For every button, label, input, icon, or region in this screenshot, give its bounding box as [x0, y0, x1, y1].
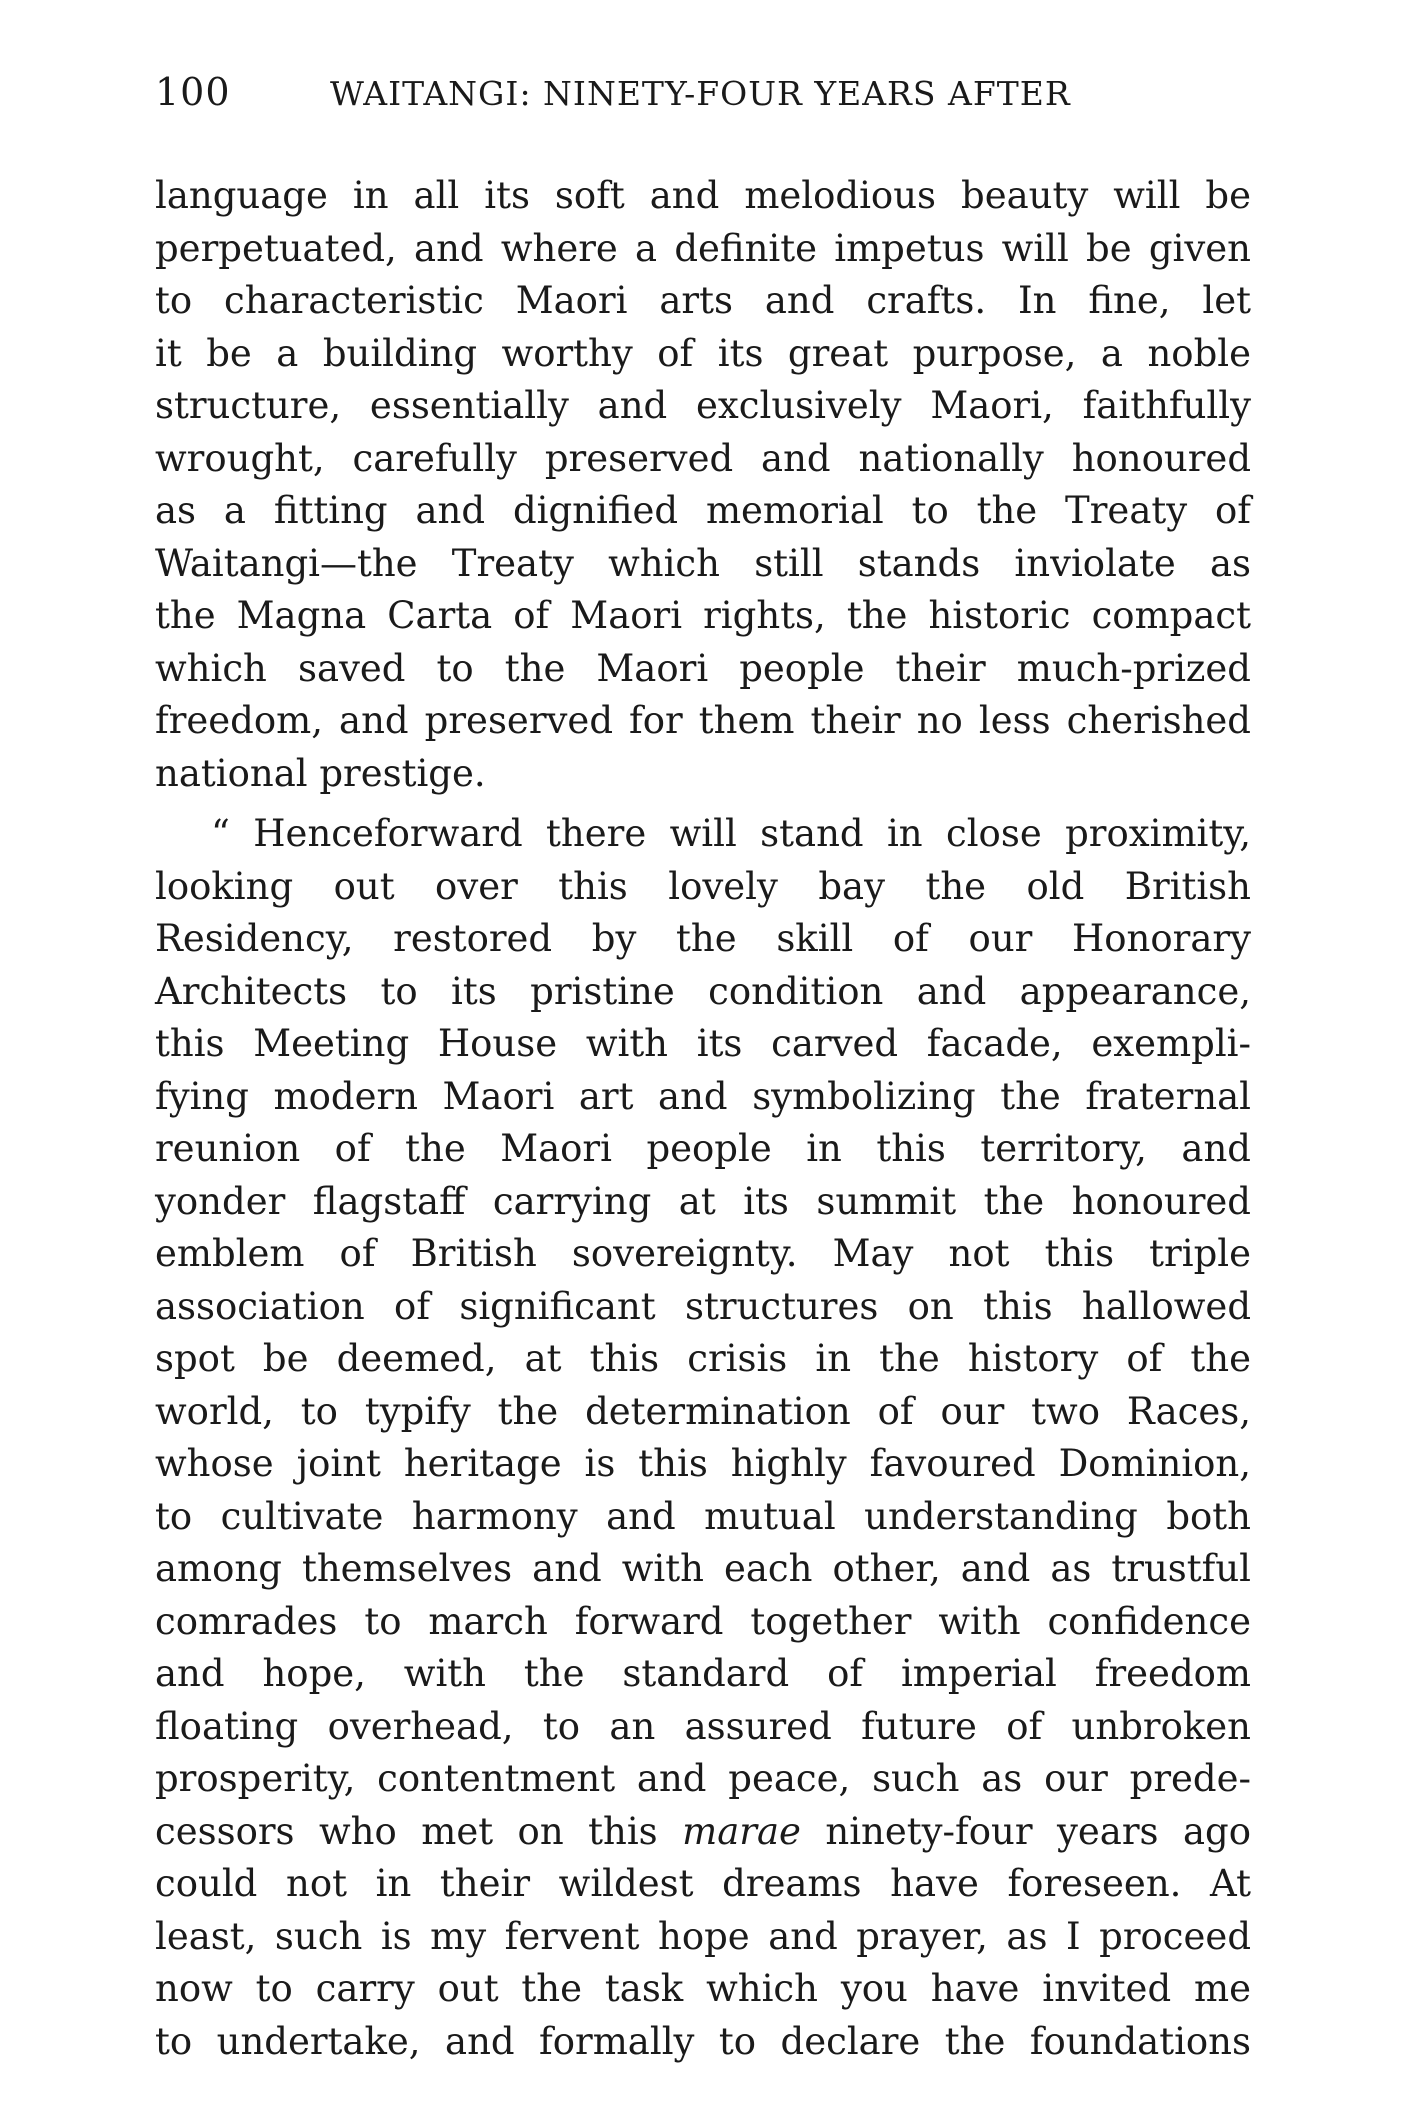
text-line: wrought, carefully preserved and nationally honoured [155, 436, 1251, 480]
text-line: to cultivate harmony and mutual understanding both [155, 1494, 1251, 1538]
text-line: prosperity, contentment and peace, such as our prede- [155, 1757, 1251, 1800]
text-line: and hope, with the standard of imperial freedom [155, 1652, 1251, 1695]
text-line: the Magna Carta of Maori rights, the historic compact [155, 594, 1251, 637]
text-line: Residency, restored by the skill of our Honorary [155, 917, 1251, 960]
text-line: fying modern Maori art and symbolizing the fraternal [155, 1074, 1251, 1118]
text-run: ninety-four years ago [800, 1809, 1251, 1853]
running-title: WAITANGI: NINETY-FOUR YEARS AFTER [330, 74, 1071, 113]
text-line: spot be deemed, at this crisis in the history of the [155, 1337, 1251, 1380]
book-page [155, 60, 1251, 2068]
page-number: 100 [155, 70, 231, 114]
text-line: Waitangi—the Treaty which still stands inviolate as [155, 541, 1251, 585]
text-line: as a fitting and dignified memorial to the Treaty of [155, 489, 1251, 532]
running-head [155, 60, 1251, 120]
italic-term: marae [682, 1809, 801, 1853]
text-line: could not in their wildest dreams have foreseen. At [155, 1862, 1251, 1905]
body-text [155, 170, 1251, 2068]
text-line: perpetuated, and where a definite impetus will be given [155, 226, 1251, 270]
text-line: which saved to the Maori people their much-prized [155, 646, 1251, 690]
paragraph [155, 170, 1251, 800]
text-line: to characteristic Maori arts and crafts. In fine, let [155, 279, 1251, 322]
text-line: national prestige. [155, 751, 486, 795]
text-line: among themselves and with each other, and as trustful [155, 1547, 1251, 1590]
text-line: now to carry out the task which you have invited me [155, 1967, 1251, 2010]
text-line-with-italic [155, 1806, 1251, 1859]
text-line: comrades to march forward together with confidence [155, 1599, 1251, 1643]
text-line: to undertake, and formally to declare the foundations [155, 2019, 1251, 2063]
text-line: language in all its soft and melodious beauty will be [155, 174, 1251, 217]
text-line: whose joint heritage is this highly favoured Dominion, [155, 1442, 1251, 1485]
text-line: emblem of British sovereignty. May not this triple [155, 1232, 1251, 1275]
text-line: structure, essentially and exclusively Maori, faithfully [155, 384, 1251, 427]
text-line: looking out over this lovely bay the old British [155, 864, 1251, 908]
text-line: it be a building worthy of its great purpose, a noble [155, 331, 1251, 375]
text-line: “ Henceforward there will stand in close proximity, [211, 812, 1251, 855]
text-line: reunion of the Maori people in this territory, and [155, 1127, 1251, 1170]
text-line: Architects to its pristine condition and appearance, [155, 969, 1251, 1013]
paragraph [155, 808, 1251, 2068]
text-line: yonder flagstaff carrying at its summit the honoured [155, 1179, 1251, 1223]
text-line: least, such is my fervent hope and prayer, as I proceed [155, 1914, 1251, 1958]
text-line: association of significant structures on this hallowed [155, 1284, 1251, 1328]
text-run: cessors who met on this [155, 1809, 683, 1853]
text-line: floating overhead, to an assured future of unbroken [155, 1704, 1251, 1748]
text-line: this Meeting House with its carved facade, exempli- [155, 1022, 1251, 1065]
text-line: freedom, and preserved for them their no less cherished [155, 699, 1251, 742]
text-line: world, to typify the determination of our two Races, [155, 1389, 1251, 1433]
